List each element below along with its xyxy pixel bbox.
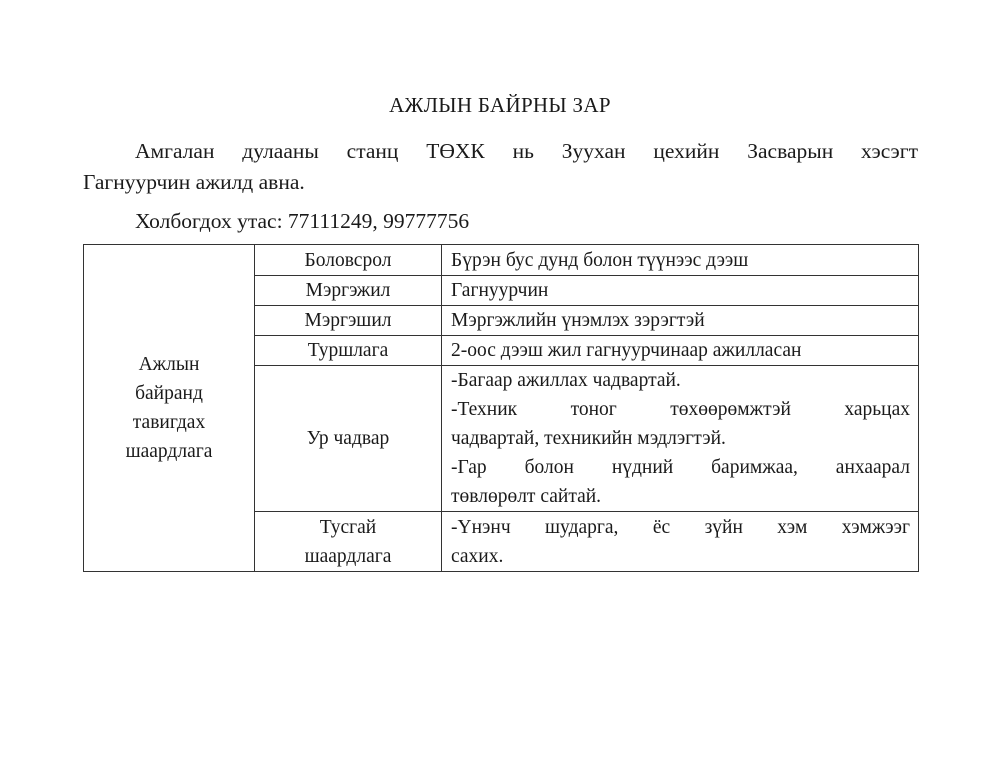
row-label-experience: Туршлага [255,336,442,366]
skills-line: төвлөрөлт сайтай. [451,486,602,507]
row-value-profession: Гагнуурчин [442,276,919,306]
special-line: сахих. [451,545,504,567]
page-title: АЖЛЫН БАЙРНЫ ЗАР [389,93,611,117]
table-row [84,245,919,276]
skills-line: чадвартай, техникийн мэдлэгтэй. [451,428,726,449]
row-label-special [255,512,442,572]
row-label-skills: Ур чадвар [255,366,442,512]
row-value-special [442,512,919,572]
row-value-skills [442,366,919,512]
group-label-line: тавигдах [132,412,206,433]
row-label-profession: Мэргэжил [255,276,442,306]
row-value-qualification: Мэргэжлийн үнэмлэх зэрэгтэй [442,306,919,336]
row-label-education: Боловсрол [255,245,442,276]
group-label-line: байранд [135,383,203,404]
group-label-line: шаардлага [125,441,213,462]
intro-line-1 [83,136,918,167]
requirements-group-label [84,245,255,572]
skills-line: -Техник тоног төхөөрөмжтэй харьцах [451,399,910,420]
skills-line: -Гар болон нүдний баримжаа, анхаарал [451,457,910,478]
intro-line-1-text: Амгалан дулааны станц ТӨХК нь Зуухан цехийн Засварын хэсэгт [135,139,918,163]
row-value-education: Бүрэн бус дунд болон түүнээс дээш [442,245,919,276]
requirements-table [83,244,919,572]
row-label-qualification: Мэргэшил [255,306,442,336]
group-label-line: Ажлын [138,354,200,375]
skills-line: -Багаар ажиллах чадвартай. [451,370,681,391]
special-line: -Үнэнч шударга, ёс зүйн хэм хэмжээг [451,516,910,538]
special-label-line: Тусгай [319,516,377,538]
contact-phone: Холбогдох утас: 77111249, 99777756 [135,209,470,233]
row-value-experience: 2-оос дээш жил гагнуурчинаар ажилласан [442,336,919,366]
special-label-line: шаардлага [304,545,392,567]
intro-paragraph [83,136,918,198]
intro-line-2: Гагнуурчин ажилд авна. [83,170,305,194]
